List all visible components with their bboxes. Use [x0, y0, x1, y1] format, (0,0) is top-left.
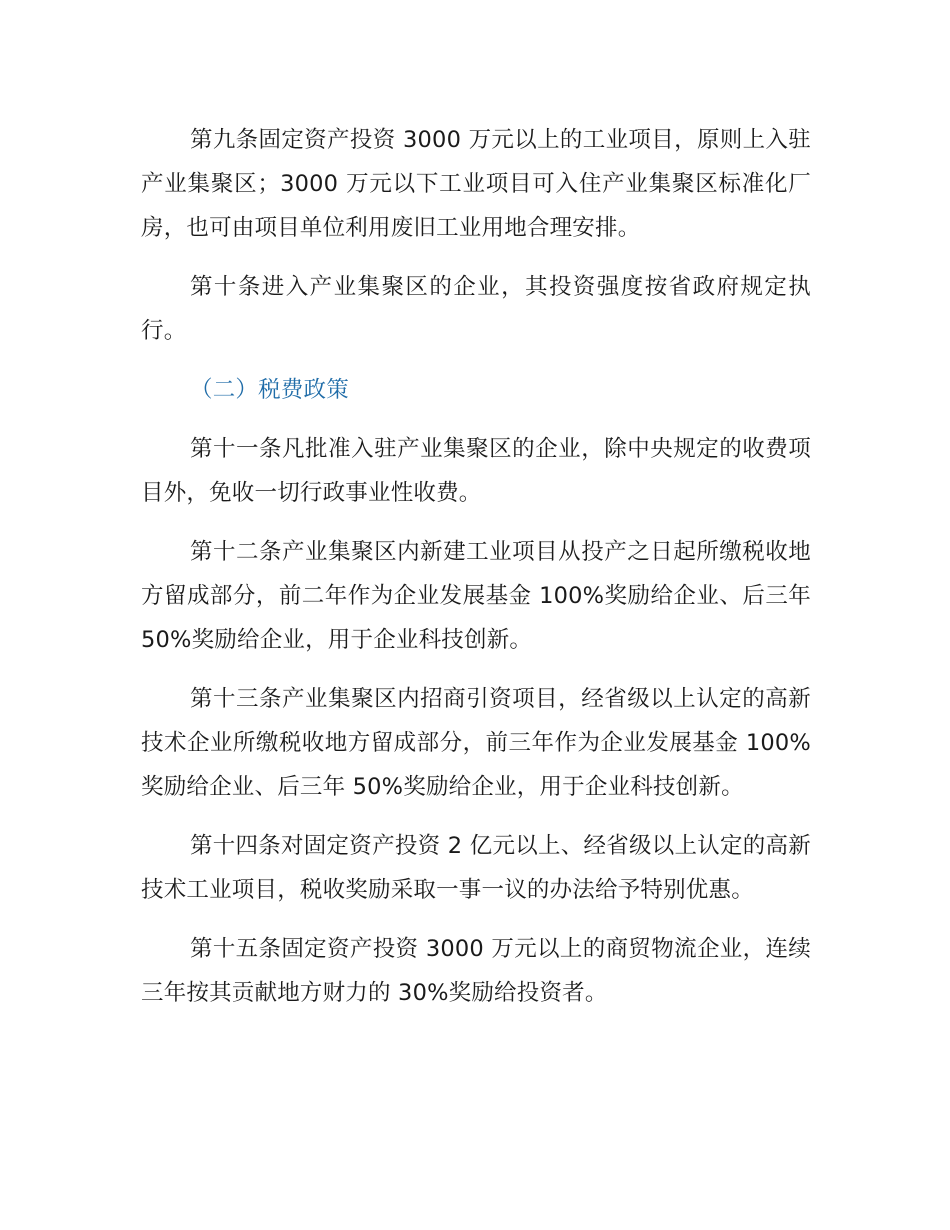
- article-15-paragraph: 第十五条固定资产投资 3000 万元以上的商贸物流企业，连续三年按其贡献地方财力的 30%奖励给投资者。: [141, 936, 811, 1006]
- article-12-paragraph: 第十二条产业集聚区内新建工业项目从投产之日起所缴税收地方留成部分，前二年作为企业发展基金 100%奖励给企业、后三年 50%奖励给企业，用于企业科技创新。: [141, 539, 811, 653]
- article-10-paragraph: 第十条进入产业集聚区的企业，其投资强度按省政府规定执行。: [141, 274, 811, 344]
- article-13-paragraph: 第十三条产业集聚区内招商引资项目，经省级以上认定的高新技术企业所缴税收地方留成部分，前三年作为企业发展基金 100%奖励给企业、后三年 50%奖励给企业，用于企业科技创新。: [141, 686, 811, 800]
- document-body: [141, 118, 811, 1030]
- section-heading-tax-policy: （二）税费政策: [190, 377, 349, 403]
- article-14-paragraph: 第十四条对固定资产投资 2 亿元以上、经省级以上认定的高新技术工业项目，税收奖励采取一事一议的办法给予特别优惠。: [141, 833, 811, 903]
- article-9-paragraph: 第九条固定资产投资 3000 万元以上的工业项目，原则上入驻产业集聚区；3000 万元以下工业项目可入住产业集聚区标准化厂房，也可由项目单位利用废旧工业用地合理安排。: [141, 127, 811, 241]
- article-11-paragraph: 第十一条凡批准入驻产业集聚区的企业，除中央规定的收费项目外，免收一切行政事业性收费。: [141, 436, 811, 506]
